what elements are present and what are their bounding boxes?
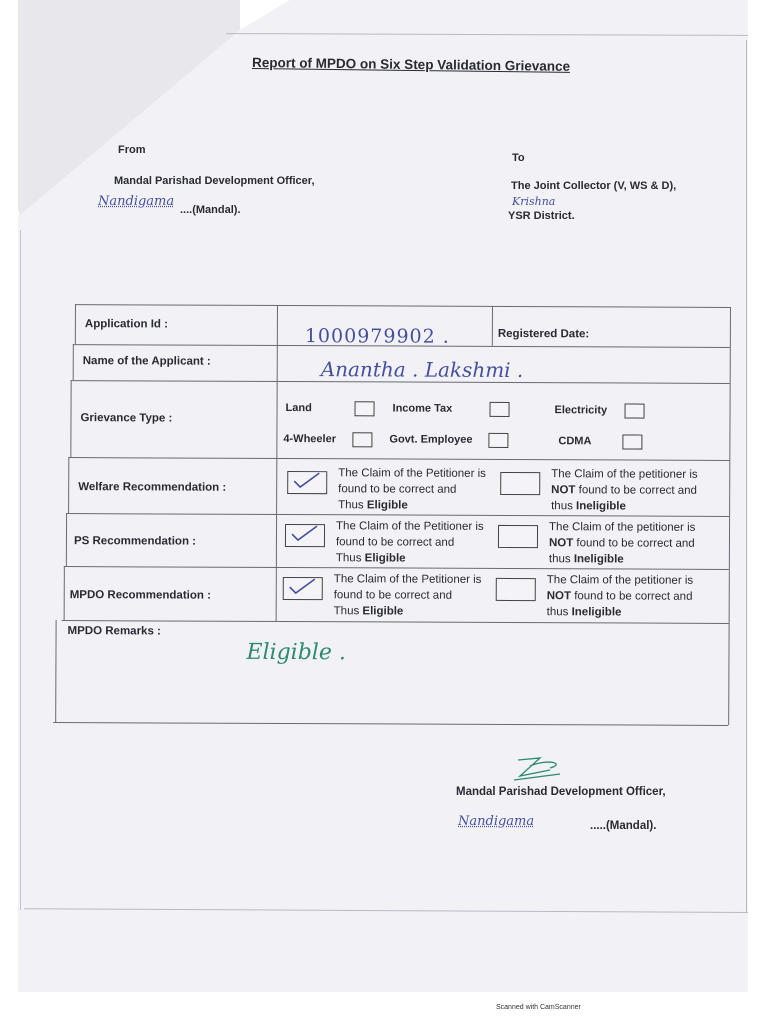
land-checkbox[interactable] [355, 401, 375, 416]
check-mark-icon [290, 523, 318, 545]
welfare-eligible-checkbox[interactable] [287, 471, 327, 494]
mpdo-eligible-text: The Claim of the Petitioner is found to be correct and Thus Eligible [333, 573, 482, 618]
welfare-ineligible-checkbox[interactable] [500, 472, 540, 495]
check-mark-icon [288, 576, 316, 598]
mpdo-remarks-label: MPDO Remarks : [67, 625, 161, 638]
mpdo-ineligible-text: The Claim of the petitioner is NOT found to be correct and thus Ineligible [546, 574, 694, 619]
signature-mandal-suffix: .....(Mandal). [590, 820, 657, 832]
4-wheeler-checkbox[interactable] [352, 432, 372, 447]
signature-mandal-handwritten: Nandigama [458, 814, 535, 829]
application-id-label: Application Id : [84, 318, 169, 331]
govt-employee-checkbox[interactable] [488, 433, 508, 448]
from-mandal-handwritten: Nandigama [98, 194, 175, 209]
from-officer: Mandal Parishad Development Officer, [114, 175, 315, 187]
applicant-name-value: Anantha . Lakshmi . [320, 357, 524, 383]
welfare-recommendation-label: Welfare Recommendation : [78, 481, 227, 494]
sheet-edge-right [746, 40, 747, 912]
ps-recommendation-label: PS Recommendation : [73, 535, 197, 548]
to-collector: The Joint Collector (V, WS & D), [511, 180, 677, 192]
scanner-footer: Scanned with CamScanner [496, 1004, 581, 1011]
grievance-type-label: Grievance Type : [80, 412, 173, 425]
registered-date-label: Registered Date: [497, 327, 590, 341]
to-label: To [512, 152, 525, 164]
electricity-checkbox[interactable] [625, 403, 645, 418]
to-district-handwritten: Krishna [512, 195, 556, 208]
check-mark-icon [292, 470, 320, 492]
welfare-ineligible-text: The Claim of the petitioner is NOT found to be correct and thus Ineligible [551, 468, 698, 513]
signature-officer: Mandal Parishad Development Officer, [456, 786, 666, 798]
applicant-name-label: Name of the Applicant : [82, 355, 211, 368]
mpdo-ineligible-checkbox[interactable] [496, 578, 536, 601]
sheet-edge-left [20, 230, 21, 910]
mpdo-remarks-value: Eligible . [246, 639, 346, 666]
grievance-form-table [53, 304, 730, 727]
ps-eligible-checkbox[interactable] [285, 524, 325, 547]
report-title: Report of MPDO on Six Step Validation Grievance [251, 55, 571, 74]
option-income-tax: Income Tax [392, 402, 453, 415]
application-id-value: 1000979902 . [304, 325, 450, 348]
option-electricity: Electricity [554, 404, 608, 417]
ps-ineligible-checkbox[interactable] [498, 525, 538, 548]
option-cdma: CDMA [558, 435, 592, 448]
welfare-eligible-text: The Claim of the Petitioner is found to be correct and Thus Eligible [338, 467, 486, 512]
option-4-wheeler: 4-Wheeler [283, 432, 337, 446]
mpdo-eligible-checkbox[interactable] [283, 577, 323, 600]
cdma-checkbox[interactable] [622, 434, 642, 449]
from-label: From [118, 144, 146, 156]
income-tax-checkbox[interactable] [490, 402, 510, 417]
ps-ineligible-text: The Claim of the petitioner is NOT found to be correct and thus Ineligible [548, 521, 696, 566]
option-land: Land [285, 402, 312, 415]
from-mandal-suffix: ....(Mandal). [180, 204, 241, 216]
to-district-suffix: YSR District. [508, 210, 575, 222]
option-govt-employee: Govt. Employee [389, 433, 473, 446]
ps-eligible-text: The Claim of the Petitioner is found to be correct and Thus Eligible [335, 520, 484, 565]
mpdo-recommendation-label: MPDO Recommendation : [69, 589, 211, 602]
signature-mark [510, 752, 568, 782]
